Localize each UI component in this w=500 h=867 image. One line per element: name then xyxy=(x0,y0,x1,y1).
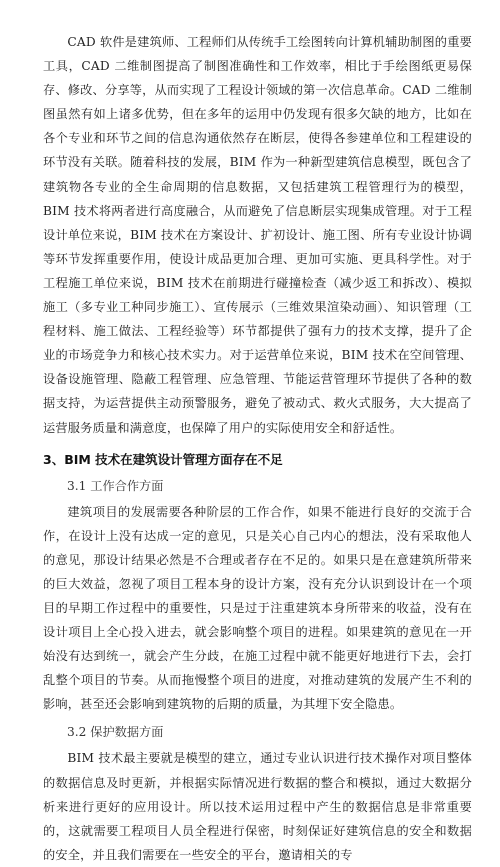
section-heading: 3、BIM 技术在建筑设计管理方面存在不足 xyxy=(43,451,283,467)
subsection-heading-work-cooperation: 3.1 工作合作方面 xyxy=(67,478,164,493)
paragraph-bim-overview: CAD 软件是建筑师、工程师们从传统手工绘图转向计算机辅助制图的重要工具，CAD 二维制图提高了制图准确性和工作效率，相比于手绘图纸更易保存、修改、分享等，从而实现了工程设计领域的第一次信息革命。CAD 二维制图虽然有如上诸多优势，但在多年的运用中仍发现有很多欠缺的地方，比如在各个专业和环节之间的信息沟通依然存在断层，使得各参建单位和工程建设的环节没有关联。随着科技的发展，BIM 作为一种新型建筑信息模型，既包含了建筑物各专业的全生命周期的信息数据，又包括建筑工程管理行为的模型，BIM 技术将两者进行高度融合，从而避免了信息断层实现集成管理。对于工程设计单位来说，BIM 技术在方案设计、扩初设计、施工图、所有专业设计协调等环节发挥重要作用，使设计成品更加合理、更加可实施、更具科学性。对于工程施工单位来说，BIM 技术在前期进行碰撞检查（减少返工和拆改）、模拟施工（多专业工种同步施工）、宣传展示（三维效果渲染动画）、知识管理（工程材料、施工做法、工程经验等）环节都提供了强有力的技术支撑，提升了企业的市场竞争力和核心技术实力。对于运营单位来说，BIM 技术在空间管理、设备设施管理、隐蔽工程管理、应急管理、节能运营管理环节提供了各种的数据支持，为运营提供主动预警服务，避免了被动式、救火式服务，大大提高了运营服务质量和满意度，也保障了用户的实际使用安全和舒适性。 xyxy=(43,35,472,435)
paragraph-data-protection: BIM 技术最主要就是模型的建立，通过专业认识进行技术操作对项目整体的数据信息及时更新，并根据实际情况进行数据的整合和模拟，通过大数据分析来进行更好的应用设计。所以技术运用过程中产生的数据信息是非常重要的，这就需要工程项目人员全程进行保密，时刻保证好建筑信息的安全和数据的安全，并且我们需要在一些安全的平台，邀请相关的专 xyxy=(43,751,472,862)
subsection-heading-data-protection: 3.2 保护数据方面 xyxy=(67,725,164,740)
paragraph-work-cooperation: 建筑项目的发展需要各种阶层的工作合作，如果不能进行良好的交流于合作，在设计上没有达成一定的意见，只是关心自己内心的想法，没有采取他人的意见，那设计结果必然是不合理或者存在不足的。如果只是在意建筑所带来的巨大效益，忽视了项目工程本身的设计方案，没有充分认识到设计在一个项目的早期工作过程中的重要性，只是过于注重建筑本身所带来的收益，没有在设计项目上全心投入进去，就会影响整个项目的进程。如果建筑的意见在一开始没有达到统一，就会产生分歧，在施工过程中就不能更好地进行下去，会打乱整个项目的节奏。从而拖慢整个项目的进度，对推动建筑的发展产生不利的影响，甚至还会影响到建筑物的后期的质量，为其埋下安全隐患。 xyxy=(43,504,472,712)
